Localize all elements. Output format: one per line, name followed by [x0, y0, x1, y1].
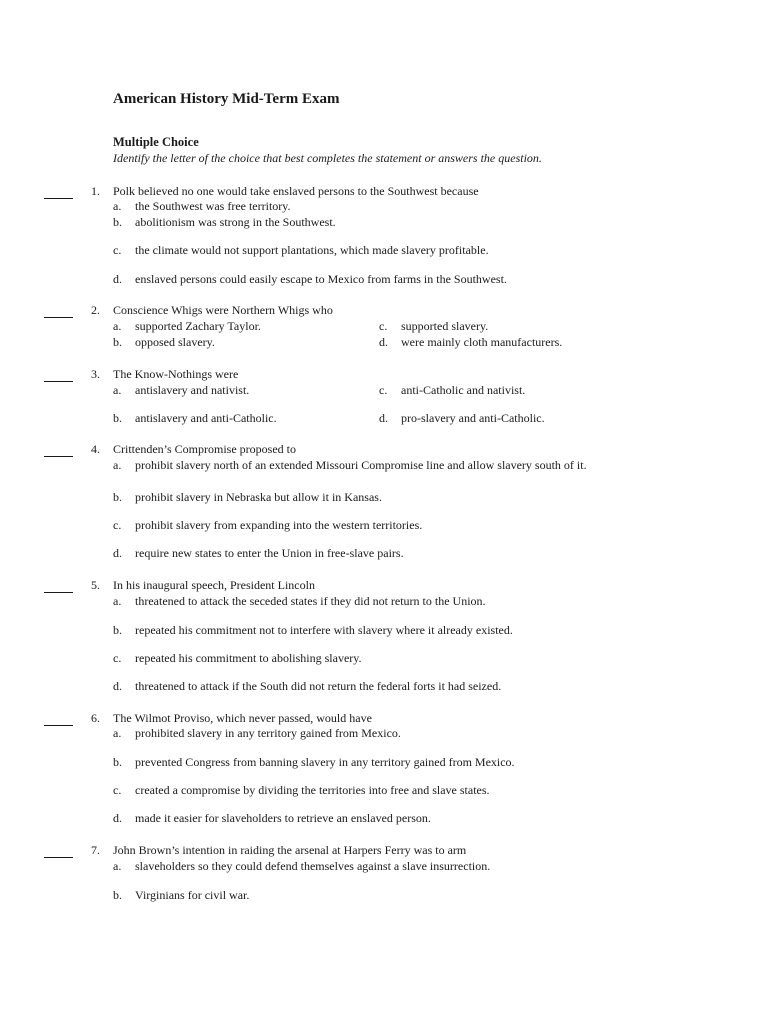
option-text: made it easier for slaveholders to retrieve an enslaved person.	[135, 811, 431, 825]
option-text: opposed slavery.	[135, 335, 215, 349]
answer-blank[interactable]	[44, 442, 73, 457]
option-text: prohibit slavery north of an extended Missouri Compromise line and allow slavery south of it.	[135, 458, 587, 472]
answer-blank[interactable]	[44, 184, 73, 199]
question-stem: Polk believed no one would take enslaved persons to the Southwest because	[113, 184, 479, 198]
option-text: threatened to attack the seceded states if they did not return to the Union.	[135, 594, 486, 608]
option-letter: a.	[113, 199, 122, 213]
question-number: 6.	[91, 711, 100, 725]
option-letter: a.	[113, 383, 122, 397]
option-letter: d.	[113, 546, 122, 560]
question-number: 4.	[91, 442, 100, 456]
question-number: 7.	[91, 843, 100, 857]
option-letter: b.	[113, 888, 122, 902]
option-letter: d.	[113, 272, 122, 286]
option-text: prohibited slavery in any territory gained from Mexico.	[135, 726, 401, 740]
section-heading: Multiple Choice	[113, 135, 199, 149]
answer-blank[interactable]	[44, 578, 73, 593]
instructions: Identify the letter of the choice that best completes the statement or answers the question.	[113, 151, 542, 165]
option-text: supported Zachary Taylor.	[135, 319, 261, 333]
answer-blank[interactable]	[44, 711, 73, 726]
option-letter: c.	[113, 651, 122, 665]
option-letter: c.	[113, 518, 122, 532]
option-letter: a.	[113, 594, 122, 608]
option-letter: b.	[113, 335, 122, 349]
option-letter: b.	[113, 411, 122, 425]
option-letter: c.	[113, 243, 122, 257]
option-text: prevented Congress from banning slavery in any territory gained from Mexico.	[135, 755, 515, 769]
option-text: antislavery and anti-Catholic.	[135, 411, 277, 425]
option-text: enslaved persons could easily escape to Mexico from farms in the Southwest.	[135, 272, 507, 286]
question-number: 2.	[91, 303, 100, 317]
option-letter: b.	[113, 755, 122, 769]
option-text: created a compromise by dividing the territories into free and slave states.	[135, 783, 490, 797]
question-number: 1.	[91, 184, 100, 198]
option-letter: d.	[113, 811, 122, 825]
option-letter: c.	[113, 783, 122, 797]
option-letter: d.	[379, 335, 388, 349]
option-text: anti-Catholic and nativist.	[401, 383, 526, 397]
option-letter: b.	[113, 623, 122, 637]
question-stem: In his inaugural speech, President Lincoln	[113, 578, 315, 592]
option-letter: a.	[113, 859, 122, 873]
option-letter: a.	[113, 319, 122, 333]
option-text: the climate would not support plantations, which made slavery profitable.	[135, 243, 489, 257]
option-letter: c.	[379, 383, 388, 397]
option-text: Virginians for civil war.	[135, 888, 250, 902]
option-letter: d.	[379, 411, 388, 425]
option-text: supported slavery.	[401, 319, 489, 333]
option-text: repeated his commitment not to interfere with slavery where it already existed.	[135, 623, 513, 637]
option-text: prohibit slavery from expanding into the western territories.	[135, 518, 423, 532]
question-stem: Conscience Whigs were Northern Whigs who	[113, 303, 333, 317]
option-letter: d.	[113, 679, 122, 693]
question-stem: Crittenden’s Compromise proposed to	[113, 442, 296, 456]
option-text: prohibit slavery in Nebraska but allow it in Kansas.	[135, 490, 382, 504]
option-letter: a.	[113, 458, 122, 472]
option-text: antislavery and nativist.	[135, 383, 250, 397]
question-number: 3.	[91, 367, 100, 381]
option-letter: a.	[113, 726, 122, 740]
option-letter: b.	[113, 215, 122, 229]
question-number: 5.	[91, 578, 100, 592]
question-stem: The Know-Nothings were	[113, 367, 239, 381]
option-text: slaveholders so they could defend themselves against a slave insurrection.	[135, 859, 491, 873]
option-text: require new states to enter the Union in free-slave pairs.	[135, 546, 404, 560]
exam-title: American History Mid-Term Exam	[113, 91, 340, 107]
option-letter: b.	[113, 490, 122, 504]
option-text: threatened to attack if the South did not return the federal forts it had seized.	[135, 679, 502, 693]
answer-blank[interactable]	[44, 303, 73, 318]
question-stem: John Brown’s intention in raiding the arsenal at Harpers Ferry was to arm	[113, 843, 467, 857]
option-text: the Southwest was free territory.	[135, 199, 291, 213]
answer-blank[interactable]	[44, 367, 73, 382]
option-text: were mainly cloth manufacturers.	[401, 335, 563, 349]
option-text: pro-slavery and anti-Catholic.	[401, 411, 545, 425]
option-text: repeated his commitment to abolishing slavery.	[135, 651, 362, 665]
option-text: abolitionism was strong in the Southwest.	[135, 215, 336, 229]
question-stem: The Wilmot Proviso, which never passed, would have	[113, 711, 372, 725]
option-letter: c.	[379, 319, 388, 333]
answer-blank[interactable]	[44, 843, 73, 858]
